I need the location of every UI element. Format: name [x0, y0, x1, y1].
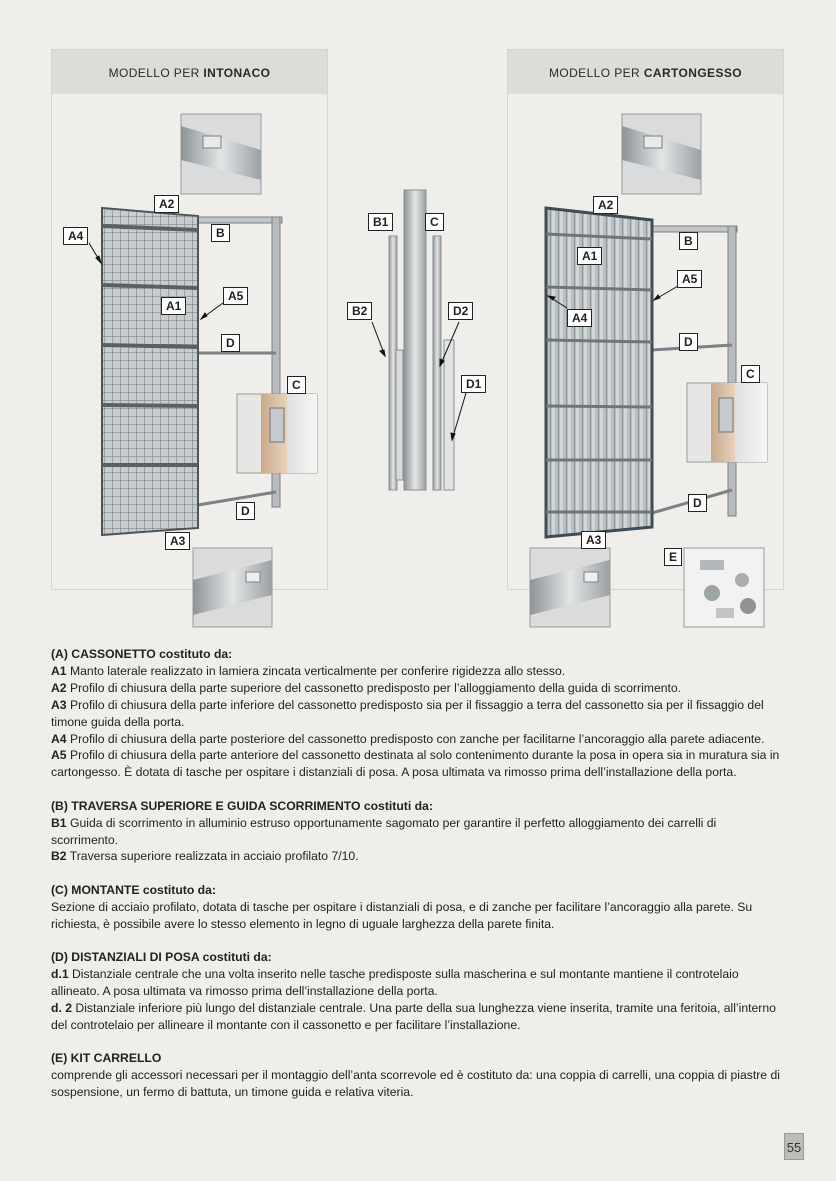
callout-a5: A5 — [223, 287, 248, 305]
photo-montante-detail-right — [687, 383, 767, 462]
photo-a2-detail — [181, 114, 261, 194]
photo-montante-detail — [237, 394, 317, 473]
section-title: (A) CASSONETTO costituto da: — [51, 647, 233, 661]
section-montante: (C) MONTANTE costituto da: Sezione di acciaio profilato, dotata di tasche per ospitare i distanziali di posa, e di zanche per facilitare l’ancoraggio alla parete. Su richiesta, è possibile avere lo stesso elemento in legno di uguale larghezza della parete finita. — [51, 882, 753, 931]
section-title: (C) MONTANTE costituto da: — [51, 882, 216, 897]
callout-a2: A2 — [154, 195, 179, 213]
callout-a1-right: A1 — [577, 247, 602, 265]
callout-b2: B2 — [347, 302, 372, 320]
guide-profiles — [372, 190, 466, 490]
callout-a5-right: A5 — [677, 270, 702, 288]
page-number: 55 — [784, 1133, 804, 1160]
callout-a3-right: A3 — [581, 531, 606, 549]
cartongesso-frame — [546, 208, 737, 537]
callout-a1: A1 — [161, 297, 186, 315]
callout-a4: A4 — [63, 227, 88, 245]
section-title: (E) KIT CARRELLO — [51, 1051, 162, 1066]
callout-a3: A3 — [165, 532, 190, 550]
section-cassonetto: (A) CASSONETTO costituto da: A1 Manto laterale realizzato in lamiera zincata verticalmente per conferire rigidezza allo stesso. A2 Profilo di chiusura della parte superiore del cassonetto predisposto per l’alloggiamento della guida di scorrimento. A3 Profilo di chiusura della parte inferiore del cassonetto predisposto sia per il fissaggio a terra del cassonetto sia per il fissaggio del timone guida della porta. A4 Profilo di chiusura della parte posteriore del cassonetto predisposto con zanche per facilitarne l’ancoraggio alla parete adiacente. A5 Profilo di chiusura della parte anteriore del cassonetto destinata al solo contenimento durante la posa in opera sia in muratura sia in cartongesso. È dotata di tasche per ospitare i distanziali di posa. A posa ultimata va rimosso prima dell’installazione della porta. — [51, 647, 780, 780]
callout-d2: D2 — [448, 302, 473, 320]
intonaco-frame — [102, 208, 282, 535]
callout-c: C — [287, 376, 306, 394]
callout-d-right: D — [679, 333, 698, 351]
callout-e: E — [664, 548, 682, 566]
photo-a3-detail — [193, 548, 272, 627]
section-distanziali: (D) DISTANZIALI DI POSA costituti da: d.1 Distanziale centrale che una volta inserito nelle tasche predisposte sulla mascherina e sul montante mantiene il controtelaio allineato. A posa ultimata va rimosso prima dell’installazione della porta. d. 2 Distanziale inferiore più lungo del distanziale centrale. Una parte della sua lunghezza viene inserita, tramite una feritoia, all’interno del controtelaio per allineare il montante con il cassonetto e per facilitare l’installazione. — [51, 950, 776, 1032]
callout-d1: D1 — [461, 375, 486, 393]
callout-b: B — [211, 224, 230, 242]
photo-a2-detail-right — [622, 114, 701, 194]
callout-c-center: C — [425, 213, 444, 231]
section-title: (B) TRAVERSA SUPERIORE E GUIDA SCORRIMENTO costituti da: — [51, 798, 433, 813]
callout-a4-right: A4 — [567, 309, 592, 327]
panel-title-intonaco: MODELLO PER INTONACO — [52, 50, 327, 94]
section-title: (D) DISTANZIALI DI POSA costituti da: — [51, 950, 272, 965]
callout-d-bottom: D — [236, 502, 255, 520]
callout-c-right: C — [741, 365, 760, 383]
callout-d: D — [221, 334, 240, 352]
description-text — [51, 646, 786, 1101]
callout-d-bottom-right: D — [688, 494, 707, 512]
panel-title-cartongesso: MODELLO PER CARTONGESSO — [508, 50, 783, 94]
photo-kit-carrello — [684, 548, 764, 627]
photo-a3-detail-right — [530, 548, 610, 627]
section-traversa: (B) TRAVERSA SUPERIORE E GUIDA SCORRIMENTO costituti da: B1 Guida di scorrimento in alluminio estruso opportunamente sagomato per garantire il perfetto alloggiamento dei carrelli di scorrimento. B2 Traversa superiore realizzata in acciaio profilato 7/10. — [51, 798, 717, 864]
section-kit-carrello: (E) KIT CARRELLO comprende gli accessori necessari per il montaggio dell’anta scorrevole ed è costituto da: una coppia di carrelli, una coppia di piastre di sospensione, un fermo di battuta, un timone guida e relativa viteria. — [51, 1051, 780, 1099]
callout-a2-right: A2 — [593, 196, 618, 214]
callout-b1: B1 — [368, 213, 393, 231]
callout-b-right: B — [679, 232, 698, 250]
